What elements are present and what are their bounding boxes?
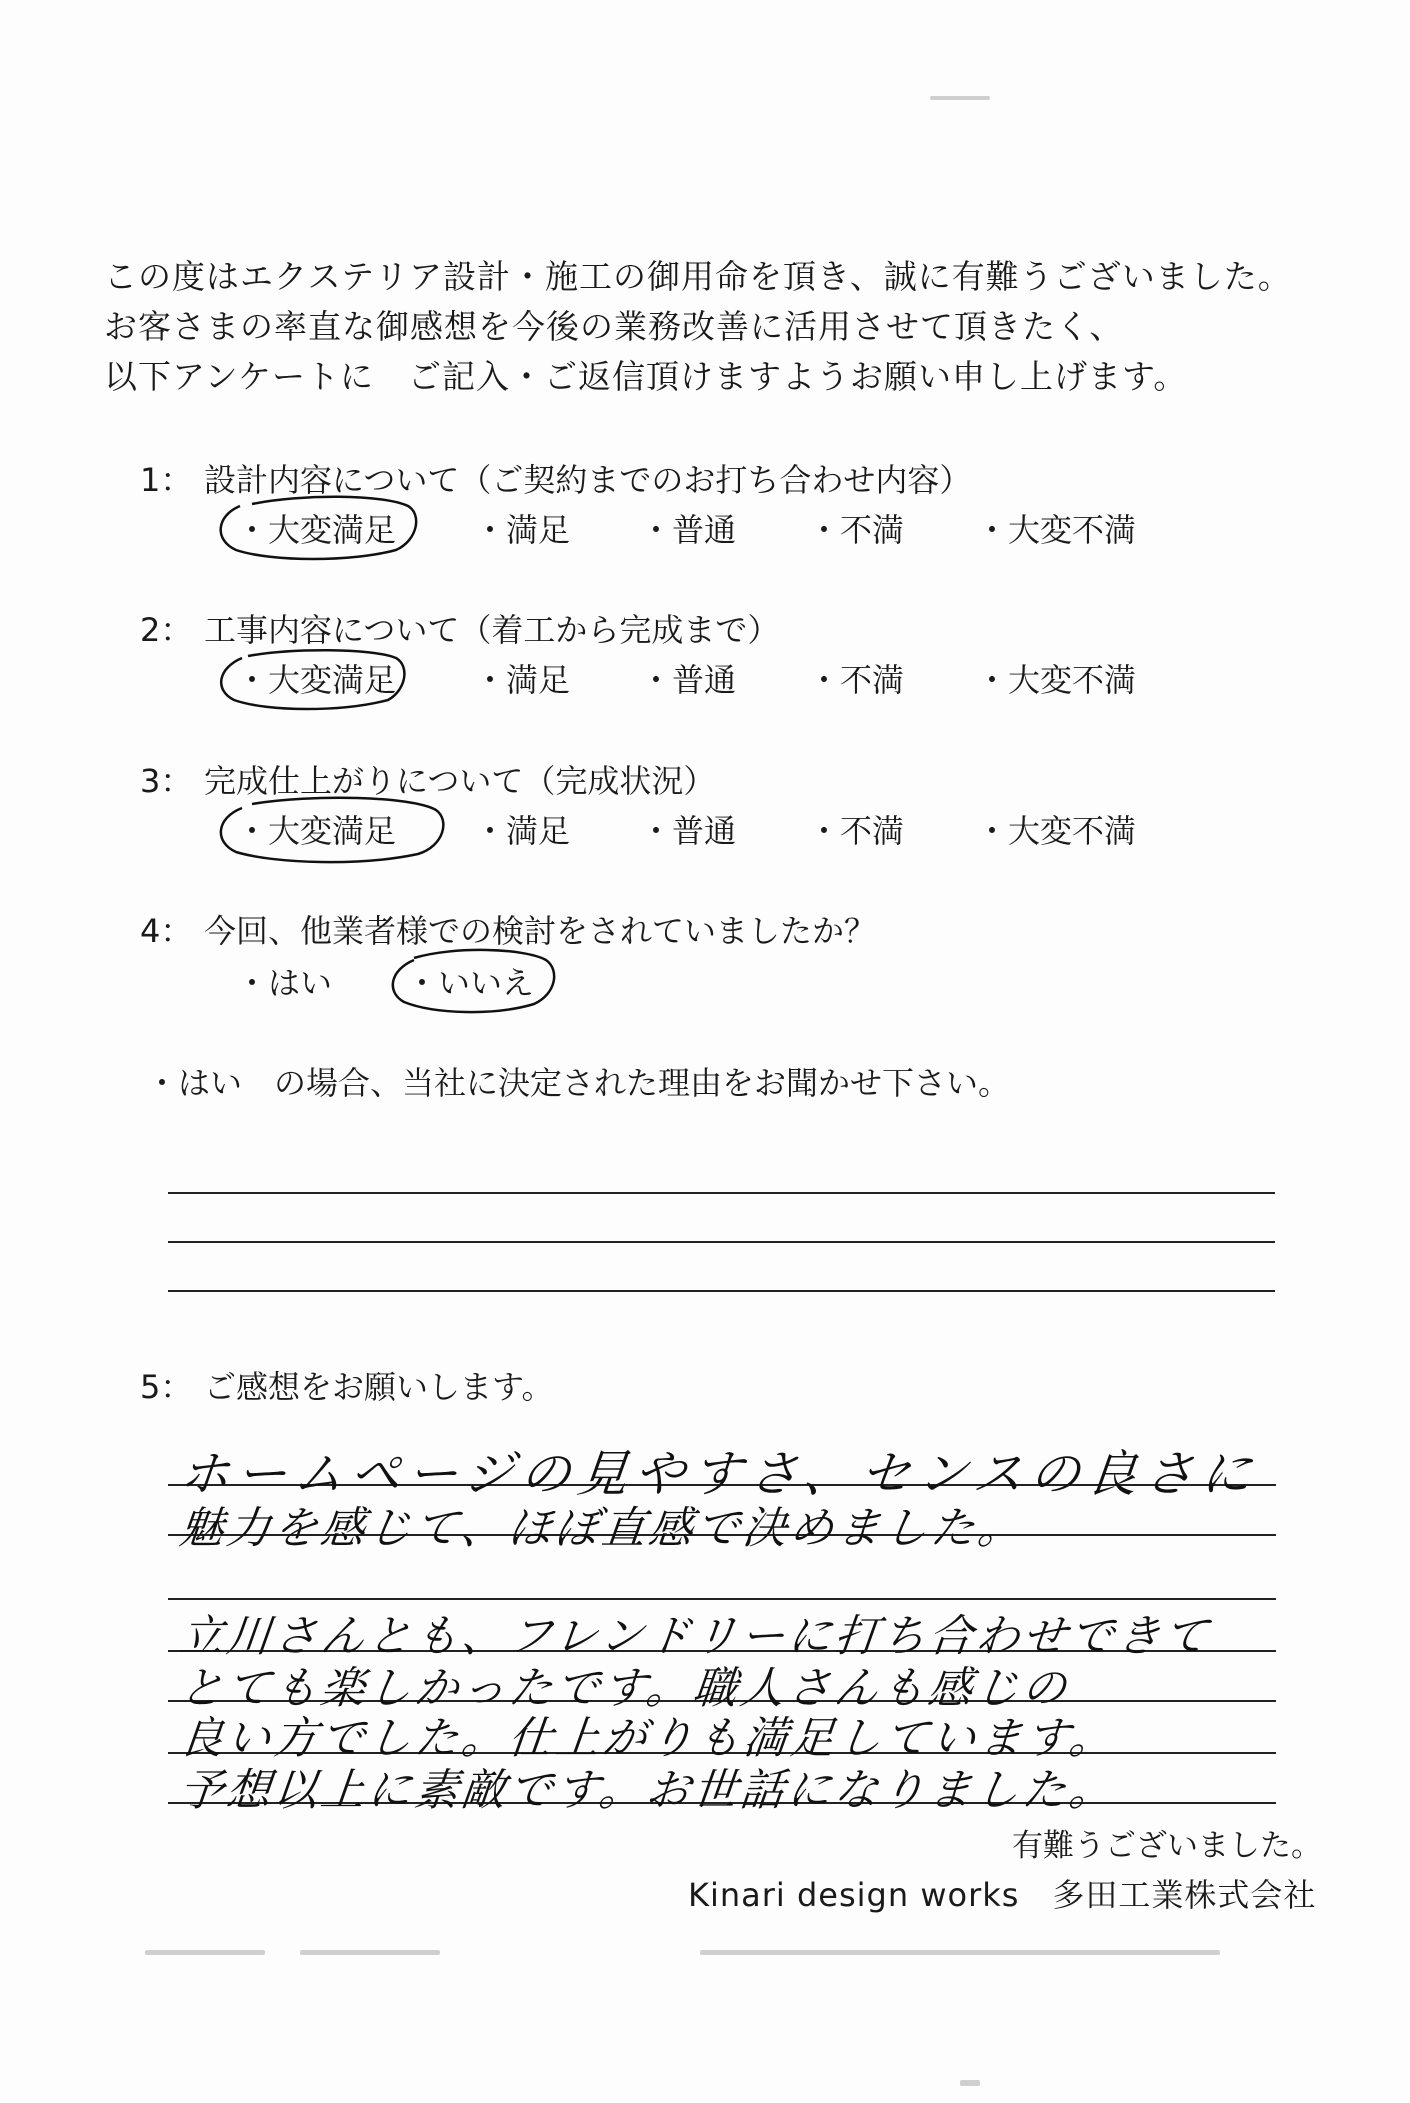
handwritten-line: 良い方でした。仕上がりも満足しています。 — [176, 1713, 1119, 1764]
reason-prompt: ・はい の場合、当社に決定された理由をお聞かせ下さい。 — [146, 1064, 1011, 1102]
question-title: 工事内容について（着工から完成まで） — [204, 611, 780, 649]
scan-speck — [960, 2080, 980, 2086]
option-very-dissatisfied[interactable]: ・大変不満 — [976, 812, 1137, 850]
question-1 — [140, 455, 971, 501]
question-5 — [140, 1362, 553, 1408]
option-satisfied[interactable]: ・満足 — [474, 812, 571, 850]
option-very-satisfied[interactable]: ・大変満足 — [236, 812, 397, 850]
option-very-dissatisfied[interactable]: ・大変不満 — [976, 511, 1137, 549]
question-number: 3： — [140, 762, 193, 800]
answer-line[interactable] — [168, 1192, 1275, 1194]
question-number: 1： — [140, 461, 193, 499]
comment-area[interactable] — [166, 1440, 1296, 1860]
option-dissatisfied[interactable]: ・不満 — [808, 661, 905, 699]
question-title: 完成仕上がりについて（完成状況） — [204, 762, 716, 800]
handwritten-line: 立川さんとも、フレンドリーに打ち合わせできて — [176, 1611, 1214, 1662]
scan-speck — [700, 1950, 1220, 1955]
thanks-text: 有難うございました。 — [1012, 1828, 1322, 1864]
question-3 — [140, 756, 715, 802]
option-yes[interactable]: ・はい — [236, 964, 333, 1002]
intro-line: この度はエクステリア設計・施工の御用命を頂き、誠に有難うございました。 — [104, 257, 1292, 296]
intro-paragraph — [104, 252, 1292, 402]
option-dissatisfied[interactable]: ・不満 — [808, 511, 905, 549]
question-2 — [140, 605, 779, 651]
scan-speck — [930, 96, 990, 100]
scan-speck — [300, 1950, 440, 1955]
option-no[interactable]: ・いいえ — [406, 964, 535, 1002]
intro-line: お客さまの率直な御感想を今後の業務改善に活用させて頂きたく、 — [104, 307, 1124, 346]
handwritten-line: とても楽しかったです。職人さんも感じの — [176, 1663, 1072, 1714]
option-dissatisfied[interactable]: ・不満 — [808, 812, 905, 850]
scan-speck — [145, 1950, 265, 1955]
answer-line[interactable] — [168, 1241, 1275, 1243]
question-number: 2： — [140, 611, 193, 649]
option-very-satisfied[interactable]: ・大変満足 — [236, 511, 397, 549]
handwritten-line: ホームページの見やすさ、センスの良さに — [176, 1445, 1262, 1503]
option-satisfied[interactable]: ・満足 — [474, 511, 571, 549]
answer-line[interactable] — [168, 1290, 1275, 1292]
handwritten-line: 魅力を感じて、ほぼ直感で決めました。 — [176, 1503, 1028, 1554]
option-very-dissatisfied[interactable]: ・大変不満 — [976, 661, 1137, 699]
option-satisfied[interactable]: ・満足 — [474, 661, 571, 699]
option-very-satisfied[interactable]: ・大変満足 — [236, 661, 397, 699]
intro-line: 以下アンケートに ご記入・ご返信頂けますようお願い申し上げます。 — [104, 357, 1188, 396]
option-neutral[interactable]: ・普通 — [640, 812, 737, 850]
question-title: ご感想をお願いします。 — [204, 1368, 554, 1406]
question-4 — [140, 906, 876, 952]
question-number: 5： — [140, 1368, 193, 1406]
question-number: 4： — [140, 912, 193, 950]
option-neutral[interactable]: ・普通 — [640, 511, 737, 549]
question-title: 設計内容について（ご契約までのお打ち合わせ内容） — [204, 461, 972, 499]
company-signature: Kinari design works 多田工業株式会社 — [688, 1876, 1317, 1914]
question-title: 今回、他業者様での検討をされていましたか？ — [204, 912, 877, 950]
option-neutral[interactable]: ・普通 — [640, 661, 737, 699]
handwritten-line: 予想以上に素敵です。お世話になりました。 — [176, 1765, 1119, 1816]
